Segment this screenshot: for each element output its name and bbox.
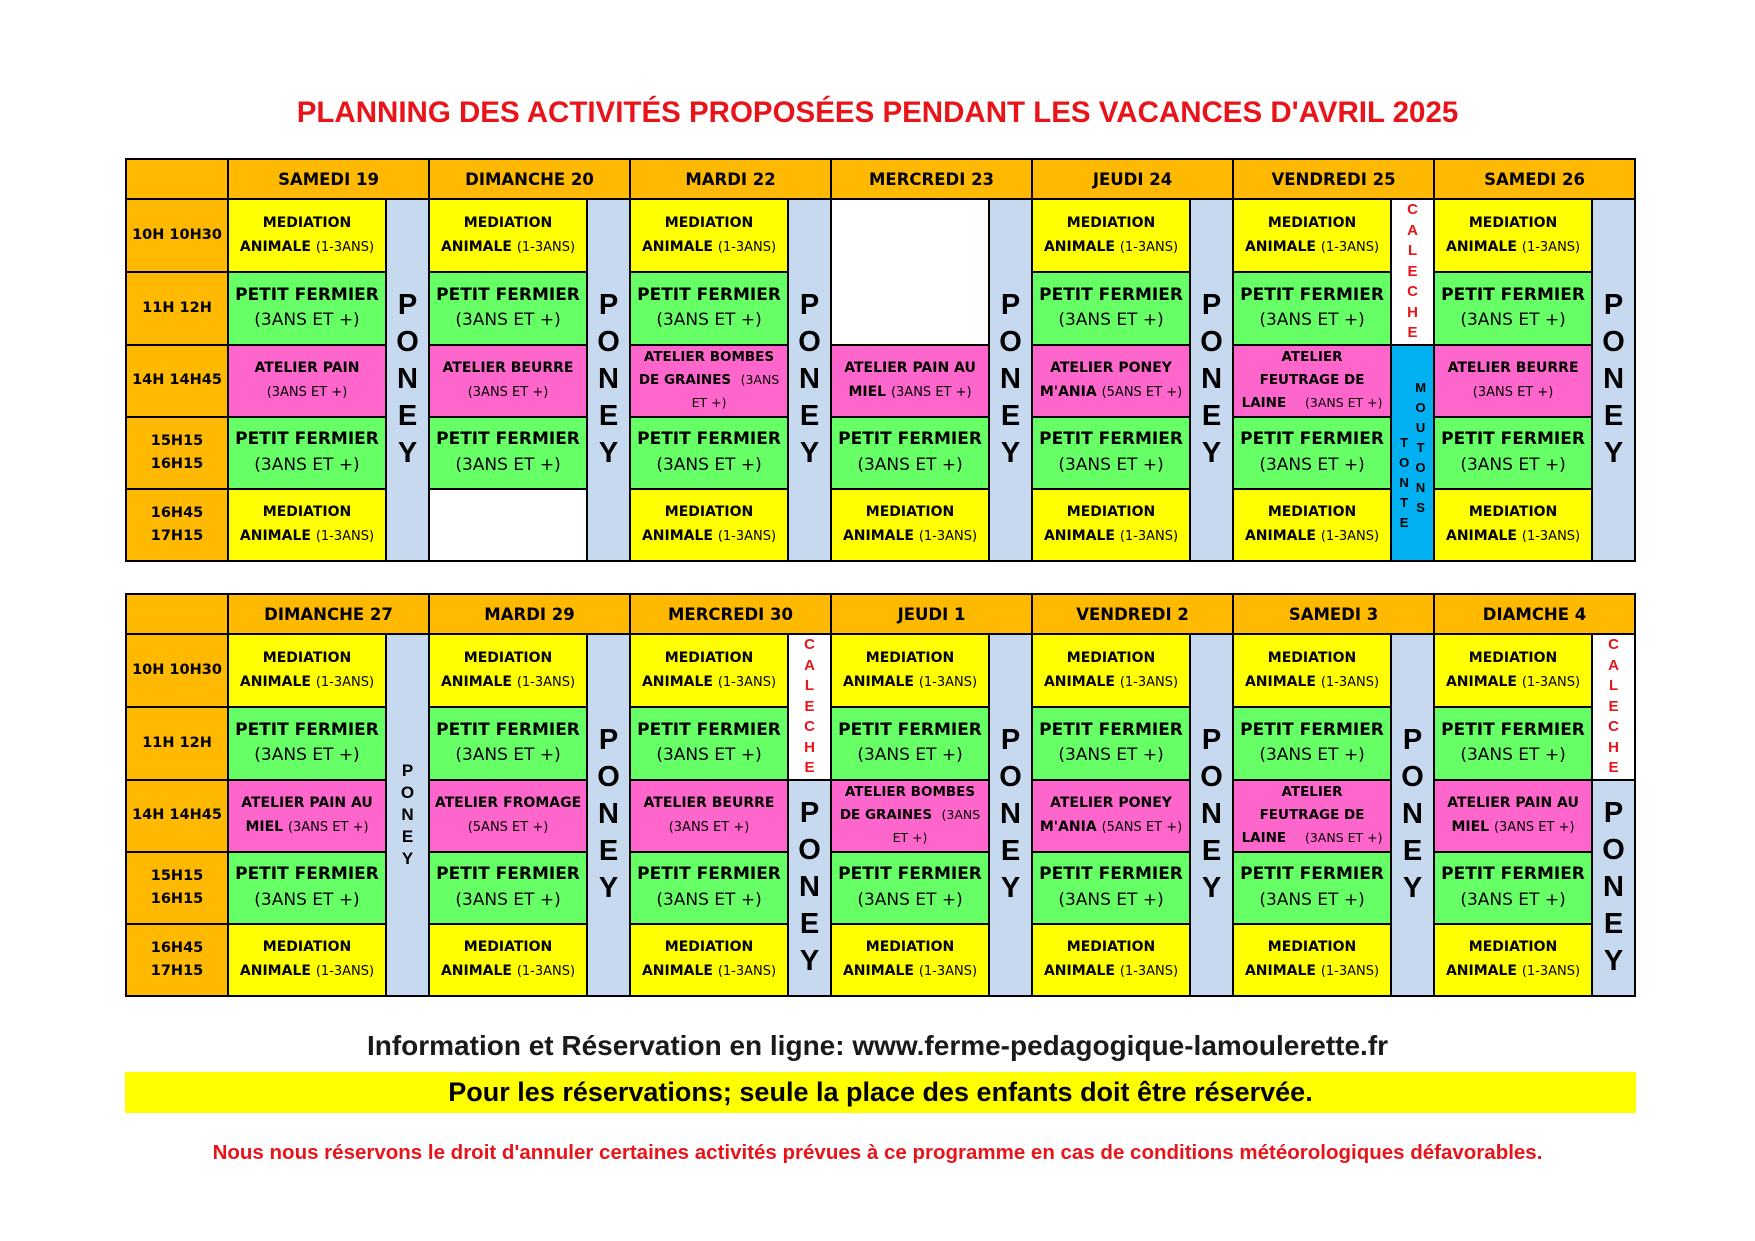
page-title: PLANNING DES ACTIVITÉS PROPOSÉES PENDANT LES VACANCES D'AVRIL 2025 [296,96,1459,129]
day-header: JEUDI 1 [831,594,1032,634]
mediation-animale-cell: MEDIATION ANIMALE (1-3ANS) [228,489,386,561]
petit-fermier-cell: PETIT FERMIER (3ANS ET +) [1233,707,1391,780]
time-slot: 14H 14H45 [126,345,228,417]
day-header: DIAMCHE 4 [1434,594,1635,634]
day-header: MARDI 22 [630,159,831,199]
petit-fermier-cell: PETIT FERMIER (3ANS ET +) [630,417,788,489]
petit-fermier-cell: PETIT FERMIER (3ANS ET +) [1233,417,1391,489]
tonte-moutons-column [1391,345,1434,561]
atelier-bombes-graines-cell: ATELIER BOMBES DE GRAINES (3ANS ET +) [831,780,989,852]
petit-fermier-cell: PETIT FERMIER (3ANS ET +) [429,272,587,345]
mediation-animale-cell: MEDIATION ANIMALE (1-3ANS) [1032,924,1190,996]
atelier-poney-cell: ATELIER PONEY M'ANIA (5ANS ET +) [1032,345,1190,417]
time-slot: 15H15 16H15 [126,852,228,924]
header-corner [126,594,228,634]
petit-fermier-cell: PETIT FERMIER (3ANS ET +) [831,707,989,780]
atelier-pain-miel-cell: ATELIER PAIN AU MIEL (3ANS ET +) [831,345,989,417]
reservation-banner: Pour les réservations; seule la place des enfants doit être réservée. [125,1072,1636,1113]
petit-fermier-cell: PETIT FERMIER (3ANS ET +) [1032,707,1190,780]
petit-fermier-cell: PETIT FERMIER (3ANS ET +) [1032,852,1190,924]
day-header: JEUDI 24 [1032,159,1233,199]
header-corner [126,159,228,199]
caleche-column: C A L E C H E [1592,634,1635,780]
petit-fermier-cell: PETIT FERMIER (3ANS ET +) [630,272,788,345]
petit-fermier-cell: PETIT FERMIER (3ANS ET +) [1233,272,1391,345]
mediation-animale-cell: MEDIATION ANIMALE (1-3ANS) [228,199,386,272]
mediation-animale-cell: MEDIATION ANIMALE (1-3ANS) [630,924,788,996]
planning-table-week-2 [125,593,1636,997]
caleche-column: C A L E C H E [788,634,831,780]
empty-cell [831,199,989,345]
reservation-info: Information et Réservation en ligne: www.ferme-pedagogique-lamoulerette.fr [366,1030,1389,1061]
time-slot: 10H 10H30 [126,199,228,272]
mediation-animale-cell: MEDIATION ANIMALE (1-3ANS) [228,634,386,707]
poney-column: P O N E Y [1592,199,1635,561]
day-header: VENDREDI 25 [1233,159,1434,199]
atelier-bombes-graines-cell: ATELIER BOMBES DE GRAINES (3ANS ET +) [630,345,788,417]
poney-column: P O N E Y [386,199,429,561]
mediation-animale-cell: MEDIATION ANIMALE (1-3ANS) [1434,199,1592,272]
petit-fermier-cell: PETIT FERMIER (3ANS ET +) [429,852,587,924]
time-row [126,199,1635,272]
mediation-animale-cell: MEDIATION ANIMALE (1-3ANS) [1032,199,1190,272]
atelier-pain-miel-cell: ATELIER PAIN AU MIEL (3ANS ET +) [1434,780,1592,852]
day-header: MERCREDI 23 [831,159,1032,199]
mediation-animale-cell: MEDIATION ANIMALE (1-3ANS) [1434,489,1592,561]
time-slot: 16H45 17H15 [126,924,228,996]
header-row [126,159,1635,199]
empty-cell [429,489,587,561]
mediation-animale-cell: MEDIATION ANIMALE (1-3ANS) [1233,489,1391,561]
mediation-animale-cell: MEDIATION ANIMALE (1-3ANS) [1434,634,1592,707]
mediation-animale-cell: MEDIATION ANIMALE (1-3ANS) [630,634,788,707]
poney-column: P O N E Y [788,199,831,561]
time-slot: 11H 12H [126,272,228,345]
atelier-pain-miel-cell: ATELIER PAIN AU MIEL (3ANS ET +) [228,780,386,852]
petit-fermier-cell: PETIT FERMIER (3ANS ET +) [1233,852,1391,924]
day-header: SAMEDI 26 [1434,159,1635,199]
mediation-animale-cell: MEDIATION ANIMALE (1-3ANS) [228,924,386,996]
poney-column: P O N E Y [1190,199,1233,561]
petit-fermier-cell: PETIT FERMIER (3ANS ET +) [228,272,386,345]
day-header: SAMEDI 19 [228,159,429,199]
tonte-label: T O N T E [1399,434,1410,530]
day-header: SAMEDI 3 [1233,594,1434,634]
petit-fermier-cell: PETIT FERMIER (3ANS ET +) [228,707,386,780]
petit-fermier-cell: PETIT FERMIER (3ANS ET +) [1434,707,1592,780]
day-header: DIMANCHE 27 [228,594,429,634]
time-row [126,345,1635,417]
petit-fermier-cell: PETIT FERMIER (3ANS ET +) [429,417,587,489]
mediation-animale-cell: MEDIATION ANIMALE (1-3ANS) [1233,634,1391,707]
atelier-beurre-cell: ATELIER BEURRE (3ANS ET +) [429,345,587,417]
petit-fermier-cell: PETIT FERMIER (3ANS ET +) [1434,272,1592,345]
poney-column: P O N E Y [386,634,429,996]
atelier-feutrage-cell: ATELIER FEUTRAGE DE LAINE (3ANS ET +) [1233,345,1391,417]
mediation-animale-cell: MEDIATION ANIMALE (1-3ANS) [1233,924,1391,996]
atelier-feutrage-cell: ATELIER FEUTRAGE DE LAINE (3ANS ET +) [1233,780,1391,852]
poney-column: P O N E Y [587,199,630,561]
mediation-animale-cell: MEDIATION ANIMALE (1-3ANS) [831,634,989,707]
mediation-animale-cell: MEDIATION ANIMALE (1-3ANS) [630,489,788,561]
petit-fermier-cell: PETIT FERMIER (3ANS ET +) [228,417,386,489]
mediation-animale-cell: MEDIATION ANIMALE (1-3ANS) [429,924,587,996]
mediation-animale-cell: MEDIATION ANIMALE (1-3ANS) [1032,634,1190,707]
mediation-animale-cell: MEDIATION ANIMALE (1-3ANS) [1434,924,1592,996]
mediation-animale-cell: MEDIATION ANIMALE (1-3ANS) [831,489,989,561]
time-slot: 16H45 17H15 [126,489,228,561]
petit-fermier-cell: PETIT FERMIER (3ANS ET +) [1434,852,1592,924]
planning-table-week-1 [125,158,1636,562]
atelier-fromage-cell: ATELIER FROMAGE (5ANS ET +) [429,780,587,852]
petit-fermier-cell: PETIT FERMIER (3ANS ET +) [831,852,989,924]
time-slot: 10H 10H30 [126,634,228,707]
poney-column: P O N E Y [989,634,1032,996]
mediation-animale-cell: MEDIATION ANIMALE (1-3ANS) [1032,489,1190,561]
mediation-animale-cell: MEDIATION ANIMALE (1-3ANS) [630,199,788,272]
poney-column: P O N E Y [1190,634,1233,996]
caleche-column: C A L E C H E [1391,199,1434,345]
time-row [126,634,1635,707]
time-slot: 14H 14H45 [126,780,228,852]
time-slot: 15H15 16H15 [126,417,228,489]
mediation-animale-cell: MEDIATION ANIMALE (1-3ANS) [429,199,587,272]
poney-column: P O N E Y [1391,634,1434,996]
mediation-animale-cell: MEDIATION ANIMALE (1-3ANS) [429,634,587,707]
petit-fermier-cell: PETIT FERMIER (3ANS ET +) [1032,417,1190,489]
petit-fermier-cell: PETIT FERMIER (3ANS ET +) [831,417,989,489]
poney-column: P O N E Y [587,634,630,996]
poney-column: P O N E Y [1592,780,1635,996]
petit-fermier-cell: PETIT FERMIER (3ANS ET +) [1032,272,1190,345]
atelier-poney-cell: ATELIER PONEY M'ANIA (5ANS ET +) [1032,780,1190,852]
mediation-animale-cell: MEDIATION ANIMALE (1-3ANS) [1233,199,1391,272]
atelier-beurre-cell: ATELIER BEURRE (3ANS ET +) [1434,345,1592,417]
mediation-animale-cell: MEDIATION ANIMALE (1-3ANS) [831,924,989,996]
header-row [126,594,1635,634]
cancellation-note: Nous nous réservons le droit d'annuler certaines activités prévues à ce programme en cas de conditions météorologiques défavorables. [212,1141,1543,1164]
day-header: MERCREDI 30 [630,594,831,634]
moutons-label: M O U T O N S [1415,379,1427,515]
petit-fermier-cell: PETIT FERMIER (3ANS ET +) [630,852,788,924]
petit-fermier-cell: PETIT FERMIER (3ANS ET +) [1434,417,1592,489]
atelier-pain-cell: ATELIER PAIN (3ANS ET +) [228,345,386,417]
time-slot: 11H 12H [126,707,228,780]
day-header: VENDREDI 2 [1032,594,1233,634]
petit-fermier-cell: PETIT FERMIER (3ANS ET +) [228,852,386,924]
day-header: MARDI 29 [429,594,630,634]
petit-fermier-cell: PETIT FERMIER (3ANS ET +) [630,707,788,780]
day-header: DIMANCHE 20 [429,159,630,199]
poney-column: P O N E Y [989,199,1032,561]
atelier-beurre-cell: ATELIER BEURRE (3ANS ET +) [630,780,788,852]
petit-fermier-cell: PETIT FERMIER (3ANS ET +) [429,707,587,780]
poney-column: P O N E Y [788,780,831,996]
